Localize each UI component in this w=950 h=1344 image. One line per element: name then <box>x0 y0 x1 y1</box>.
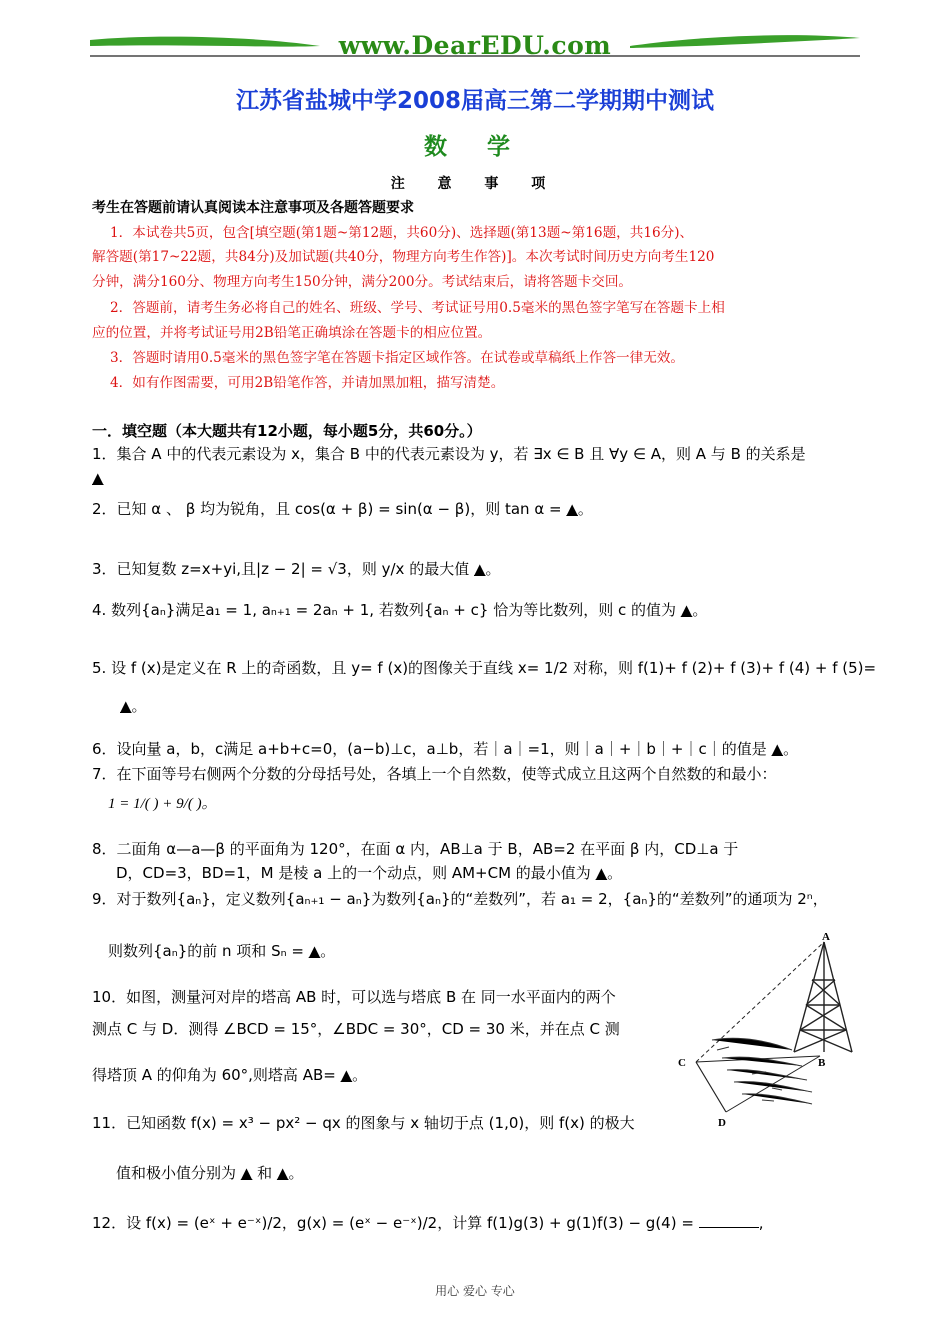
exam-title: 江苏省盐城中学2008届高三第二学期期中测试 <box>235 88 714 114</box>
question-8b-text: D，CD=3，BD=1，M 是棱 a 上的一个动点，则 AM+CM 的最小值为 <box>116 864 591 882</box>
question-1: 1．集合 A 中的代表元素设为 x，集合 B 中的代表元素设为 y，若 ∃x ∈ B 且 ∀y ∈ A，则 A 与 B 的关系是 <box>92 445 806 463</box>
header-banner <box>90 26 860 66</box>
question-10c <box>92 1064 367 1085</box>
question-9: 9．对于数列{aₙ}，定义数列{aₙ₊₁ − aₙ}为数列{aₙ}的“差数列”，若 a₁ = 2，{aₙ}的“差数列”的通项为 2ⁿ， <box>92 890 828 908</box>
question-10b: 测点 C 与 D．测得 ∠BCD = 15°，∠BDC = 30°，CD = 30 米，并在点 C 测 <box>92 1020 620 1038</box>
suffix: 。 <box>783 740 799 758</box>
answer-line-12[interactable] <box>699 1227 759 1228</box>
suffix: 。 <box>577 500 593 518</box>
question-7: 7．在下面等号右侧两个分数的分母括号处，各填上一个自然数，使等式成立且这两个自然数的和最小： <box>92 765 777 783</box>
label-b: B <box>818 1057 826 1069</box>
section-heading: 一．填空题（本大题共有12小题，每小题5分，共60分。） <box>92 422 482 440</box>
answer-blank-2[interactable]: ▲ <box>566 500 578 518</box>
suffix: 。 <box>352 1066 368 1084</box>
notice-intro: 考生在答题前请认真阅读本注意事项及各题答题要求 <box>92 200 414 216</box>
question-8b <box>116 862 622 883</box>
answer-blank-11a[interactable]: ▲ <box>240 1164 253 1182</box>
answer-blank-1[interactable]: ▲ <box>92 469 104 487</box>
notice-item-4: 4．如有作图需要，可用2B铅笔作答，并请加黑加粗，描写清楚。 <box>110 375 505 391</box>
answer-blank-4[interactable]: ▲ <box>680 601 693 619</box>
label-d: D <box>718 1117 726 1129</box>
suffix: 。 <box>607 864 623 882</box>
answer-blank-9[interactable]: ▲ <box>308 942 321 960</box>
notice-item-2b: 应的位置，并将考试证号用2B铅笔正确填涂在答题卡的相应位置。 <box>92 325 492 341</box>
question-12-text: 12．设 f(x) = (eˣ + e⁻ˣ)/2，g(x) = (eˣ − e⁻ˣ)/2，计算 f(1)g(3) + g(1)f(3) − g(4) = <box>92 1214 694 1232</box>
and-text: 和 <box>257 1164 273 1182</box>
question-2 <box>92 498 593 519</box>
question-11b <box>116 1162 303 1183</box>
question-6 <box>92 738 798 759</box>
question-7-equation: 1 = 1/( ) + 9/( )。 <box>108 796 217 812</box>
question-5-answer <box>120 695 147 716</box>
question-9b <box>108 940 335 961</box>
question-8: 8．二面角 α—a—β 的平面角为 120°，在面 α 内，AB⊥a 于 B，AB=2 在平面 β 内，CD⊥a 于 <box>92 840 739 858</box>
answer-blank-5[interactable]: ▲ <box>120 697 132 715</box>
question-3-text: 3．已知复数 z=x+yi,且|z − 2| = √3，则 y/x 的最大值 <box>92 560 470 578</box>
question-11: 11．已知函数 f(x) = x³ − px² − qx 的图象与 x 轴切于点 (1,0)，则 f(x) 的极大 <box>92 1114 635 1132</box>
question-10c-text: 得塔顶 A 的仰角为 60°,则塔高 AB= <box>92 1066 336 1084</box>
question-10: 10．如图，测量河对岸的塔高 AB 时，可以选与塔底 B 在 同一水平面内的两个 <box>92 988 616 1006</box>
label-c: C <box>678 1057 686 1069</box>
question-5: 5. 设 f (x)是定义在 R 上的奇函数，且 y= f (x)的图像关于直线 x= 1/2 对称，则 f(1)+ f (2)+ f (3)+ f (4) + f (5)= <box>92 659 877 677</box>
answer-blank-11b[interactable]: ▲ <box>276 1164 289 1182</box>
tower-figure <box>672 930 864 1130</box>
notice-heading: 注 意 事 项 <box>390 176 560 192</box>
notice-item-2a: 2．答题前，请考生务必将自己的姓名、班级、学号、考试证号用0.5毫米的黑色签字笔写在答题卡上相 <box>110 300 725 316</box>
answer-blank-10[interactable]: ▲ <box>340 1066 353 1084</box>
question-11b-text: 值和极小值分别为 <box>116 1164 237 1182</box>
notice-item-1a: 1．本试卷共5页，包含[填空题(第1题~第12题，共60分)、选择题(第13题~第16题，共16分)、 <box>110 225 694 241</box>
answer-blank-3[interactable]: ▲ <box>473 560 486 578</box>
question-4 <box>92 599 707 620</box>
answer-blank-8[interactable]: ▲ <box>595 864 608 882</box>
question-4-text: 4. 数列{aₙ}满足a₁ = 1, aₙ₊₁ = 2aₙ + 1, 若数列{aₙ + c} 恰为等比数列，则 c 的值为 <box>92 601 676 619</box>
question-2-text: 2．已知 α 、 β 均为锐角，且 cos(α + β) = sin(α − β)，则 tan α = <box>92 500 562 518</box>
suffix: 。 <box>485 560 501 578</box>
suffix: 。 <box>131 697 147 715</box>
notice-item-1c: 分钟，满分160分、物理方向考生150分钟，满分200分。考试结束后，请将答题卡交回。 <box>92 274 633 290</box>
footer: 用心 爱心 专心 <box>435 1284 515 1298</box>
question-6-text: 6．设向量 a，b，c满足 a+b+c=0，(a−b)⊥c，a⊥b，若｜a｜=1，则｜a｜+｜b｜+｜c｜的值是 <box>92 740 767 758</box>
label-a: A <box>822 931 830 943</box>
notice-item-1b: 解答题(第17~22题，共84分)及加试题(共40分，物理方向考生作答)]。本次考试时间历史方向考生120 <box>92 249 715 265</box>
suffix: 。 <box>320 942 336 960</box>
site-url[interactable]: www.DearEDU.com <box>338 31 612 60</box>
answer-blank-6[interactable]: ▲ <box>771 740 784 758</box>
question-3 <box>92 558 501 579</box>
notice-item-3: 3．答题时请用0.5毫米的黑色签字笔在答题卡指定区域作答。在试卷或草稿纸上作答一律无效。 <box>110 350 685 366</box>
suffix: 。 <box>692 601 708 619</box>
question-9b-text: 则数列{aₙ}的前 n 项和 Sₙ = <box>108 942 304 960</box>
tower-diagram-icon <box>672 930 864 1130</box>
question-12: 12．设 f(x) = (eˣ + e⁻ˣ)/2，g(x) = (eˣ − e⁻ˣ)/2，计算 f(1)g(3) + g(1)f(3) − g(4) = , <box>92 1214 764 1232</box>
subject-title: 数 学 <box>423 134 526 160</box>
suffix: 。 <box>288 1164 304 1182</box>
